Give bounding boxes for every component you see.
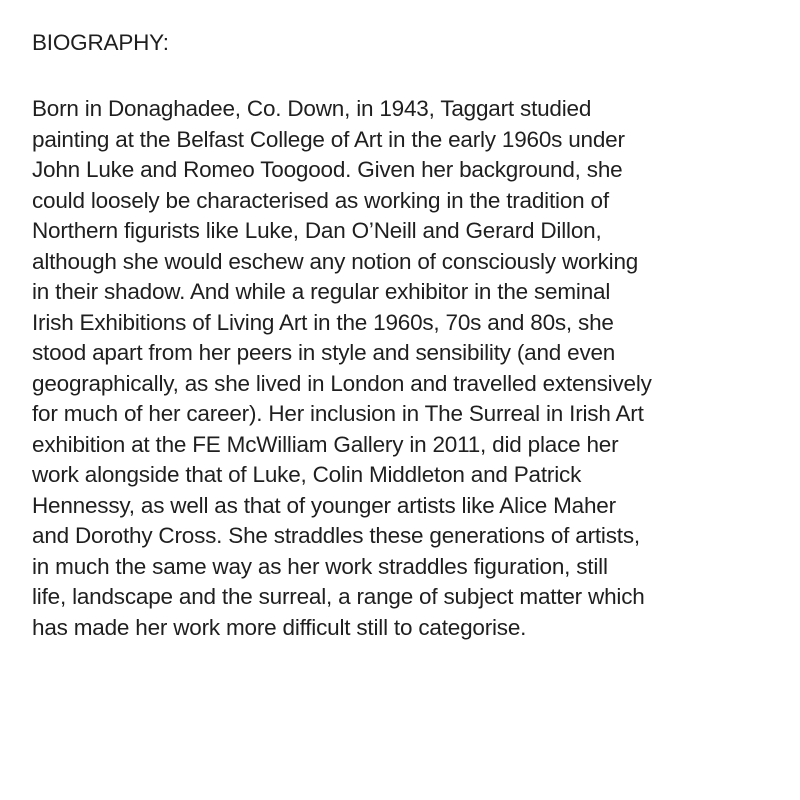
paragraph-line: could loosely be characterised as working in the tradition of (32, 187, 609, 213)
biography-paragraph (32, 94, 792, 643)
paragraph-line: in much the same way as her work straddles figuration, still (32, 553, 608, 579)
paragraph-line: Born in Donaghadee, Co. Down, in 1943, Taggart studied (32, 96, 592, 121)
paragraph-line: John Luke and Romeo Toogood. Given her background, she (32, 157, 623, 182)
paragraph-line: for much of her career). Her inclusion in The Surreal in Irish Art (32, 401, 644, 426)
paragraph-line: Hennessy, as well as that of younger artists like Alice Maher (32, 492, 616, 518)
paragraph-line: geographically, as she lived in London and travelled extensively (32, 370, 652, 396)
paragraph-line: work alongside that of Luke, Colin Middleton and Patrick (32, 462, 582, 487)
paragraph-line: although she would eschew any notion of consciously working (32, 248, 639, 274)
biography-heading: BIOGRAPHY: (32, 30, 169, 55)
biography-document (32, 28, 792, 643)
heading-spacer (32, 58, 792, 94)
paragraph-line: exhibition at the FE McWilliam Gallery in 2011, did place her (32, 431, 619, 457)
paragraph-line: in their shadow. And while a regular exhibitor in the seminal (32, 279, 611, 304)
paragraph-line: Irish Exhibitions of Living Art in the 1960s, 70s and 80s, she (32, 309, 614, 335)
paragraph-line: Northern figurists like Luke, Dan O’Neill and Gerard Dillon, (32, 218, 602, 243)
paragraph-line: life, landscape and the surreal, a range of subject matter which (32, 584, 645, 609)
paragraph-line: and Dorothy Cross. She straddles these generations of artists, (32, 523, 640, 548)
paragraph-line: has made her work more difficult still to categorise. (32, 614, 527, 640)
paragraph-line: painting at the Belfast College of Art in the early 1960s under (32, 126, 625, 152)
paragraph-line: stood apart from her peers in style and sensibility (and even (32, 340, 616, 365)
